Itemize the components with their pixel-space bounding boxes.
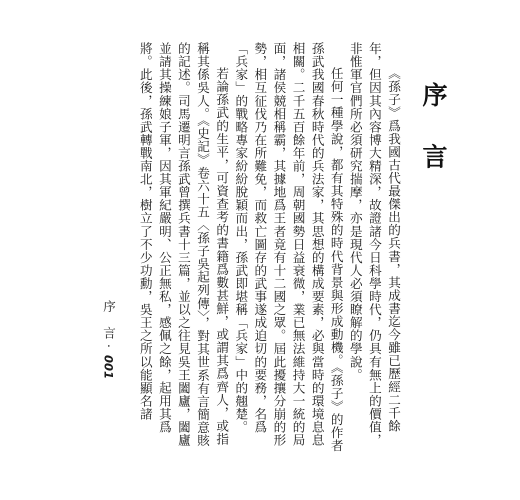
page-folio <box>102 300 115 379</box>
paragraph-1: 《孫子》爲我國古代最傑出的兵書，其成書迄今雖已歷經二千餘年，但因其內容博大精深，故證諸今日科學時代，仍具有無上的價值，非惟軍官們所必須研究揣摩，亦是現代人必須瞭解的學說。 <box>347 42 401 447</box>
page-title: 序 言 <box>419 82 448 183</box>
paragraph-3: 若論孫武的生平，可資查考的書籍爲數甚鮮，或謂其爲齊人，或指稱其係吳人。《史記》卷六十五〈孫子吳起列傳〉，對其世系有言簡意賅的記述。司馬遷明言孫武曾撰兵書十三篇，並以之往見吳王闔廬，闔廬並請其操練娘子軍，因其軍紀嚴明、公正無私，感佩之餘，起用其爲將。此後，孫武轉戰南北，樹立了不少功勳，吳王之所以能顯名諸 <box>137 42 230 447</box>
paragraph-2: 任何一種學說，都有其特殊的時代背景與形成動機。《孫子》的作者孫武我國春秋時代的兵法家，其思想的構成要素，必與當時的環境息息相關。二千五百餘年前，周朝國勢日益衰微，業已無法維持大一統的局面，諸侯競相稱霸，其據地爲王者竟有十二國之眾。屆此擾攘分崩的形勢，相互征伐乃在所難免，而救亡圖存的武事遂成迫切的要務，名爲「兵家」的戰略專家紛紛脫穎而出，孫武即堪稱「兵家」中的翹楚。 <box>233 42 344 453</box>
folio-number: 001 <box>101 354 116 379</box>
preface-body <box>43 42 403 458</box>
folio-label: 序 言· <box>101 300 117 353</box>
